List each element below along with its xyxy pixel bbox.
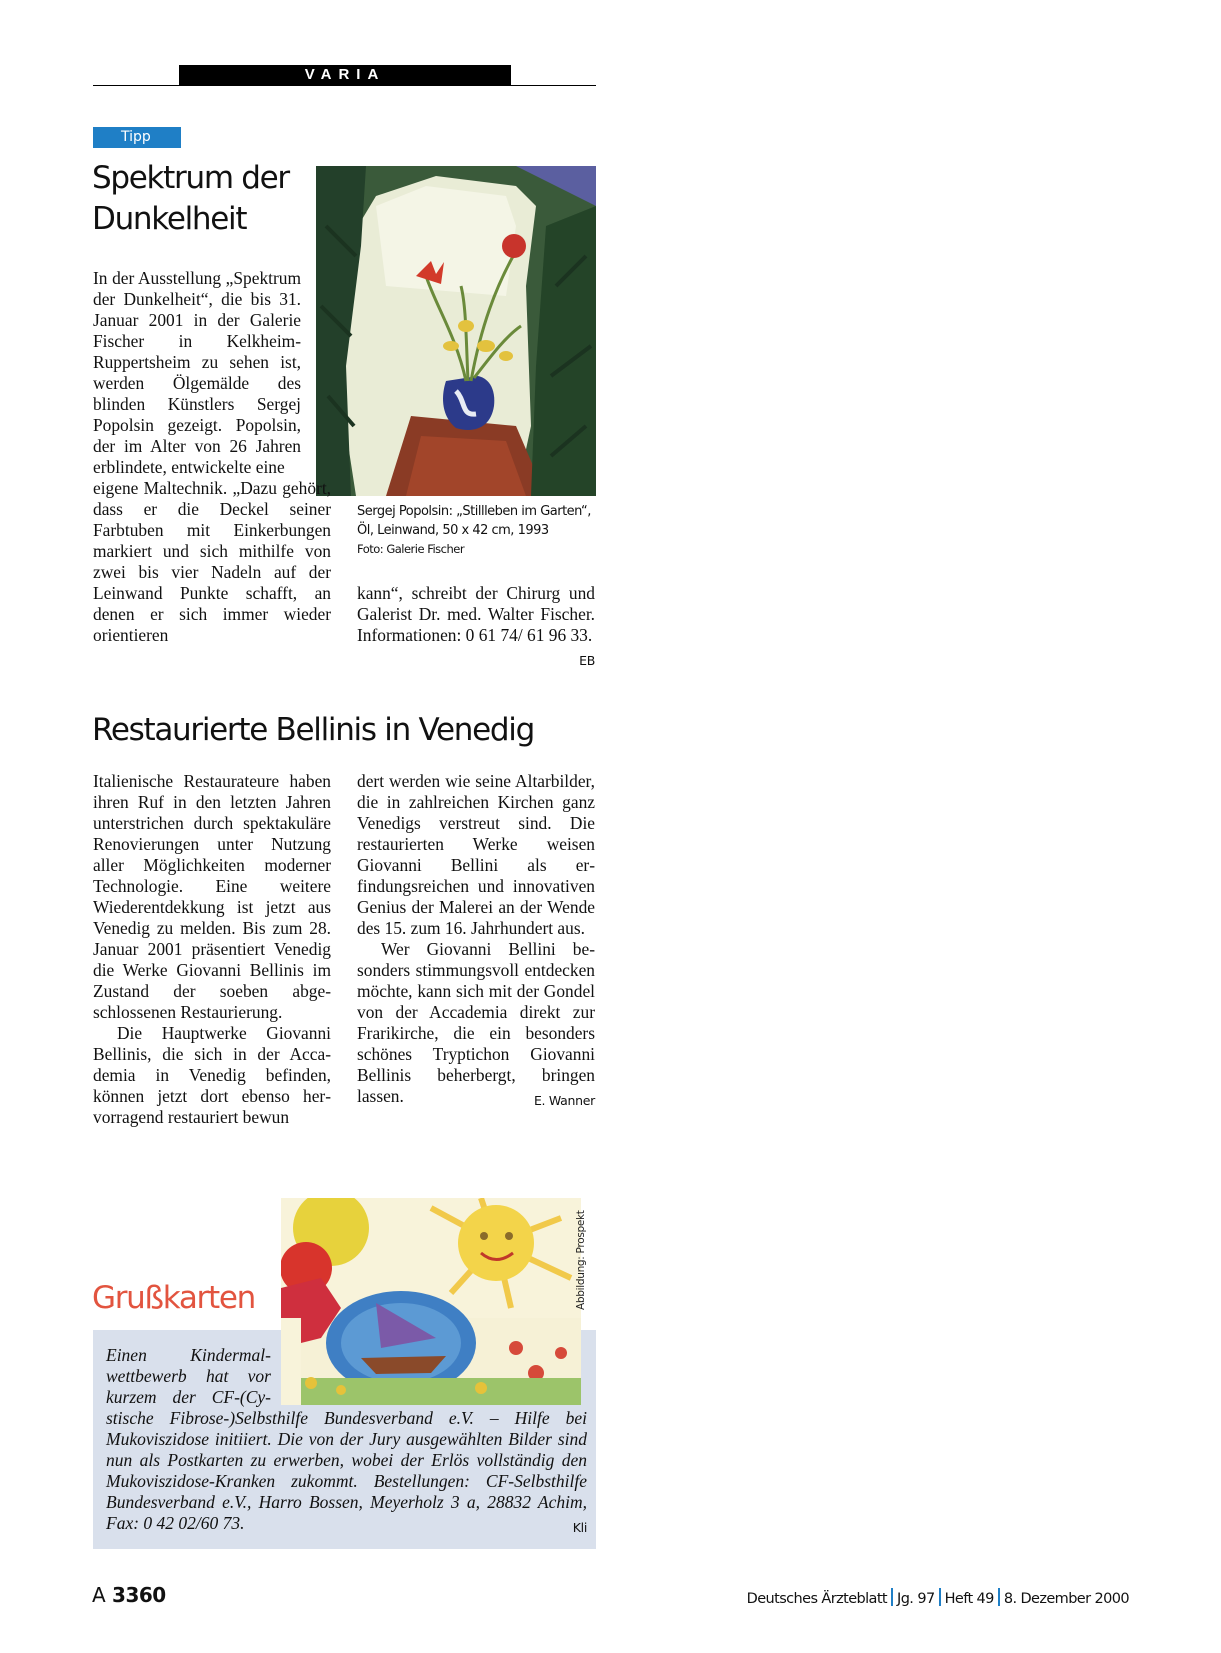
painting-still-life [316, 166, 596, 496]
article3-signature: Kli [572, 1520, 587, 1535]
article2-column-2 [357, 771, 595, 1111]
footer-separator [891, 1588, 893, 1606]
caption-text: Sergej Popolsin: „Stillleben im Garten“, Öl, Leinwand, 50 x 42 cm, 1993 [357, 504, 591, 538]
article1-text-top: In der Ausstellung „Spektrum der Dunkelheit“, die bis 31. Januar 2001 in der Galerie Fischer in Kelkheim-Ruppertsheim zu sehen ist, werden Ölgemälde des blinden Künstlers Sergej Popolsin gezeigt. Popolsin, der im Alter von 26 Jahren erblindete, entwickelte eine [93, 268, 301, 477]
painting-caption [357, 502, 597, 559]
page-number [92, 1583, 166, 1607]
journal-date: 8. Dezember 2000 [1003, 1591, 1129, 1607]
journal-name: Deutsches Ärzteblatt [746, 1591, 888, 1607]
article1-signature: EB [579, 653, 595, 668]
article2-signature: E. Wanner [533, 1093, 595, 1108]
article2-paragraph-2: Die Hauptwerke Giovanni Bellinis, die sich in der Accademia in Venedig befinden, können jetzt dort ebenso hervorragend restauriert bewun [93, 1023, 331, 1127]
article3-title: Grußkarten [92, 1280, 255, 1316]
page-number-value: 3360 [112, 1583, 166, 1607]
article2-paragraph-1: Italienische Restaurateure haben ihren Ruf in den letzten Jahren unterstrichen durch spektakuläre Renovierungen unter Nutzung aller Möglichkeiten moderner Technologie. Eine weitere Wiederentdekkung ist jetzt aus Venedig zu melden. Bis zum 28. Januar 2001 präsentiert Venedig die Werke Giovanni Bellinis im Zustand der soeben abgeschlossenen Restaurierung. [93, 771, 331, 1022]
page-prefix: A [92, 1583, 106, 1607]
article1-text-bottom: eigene Maltechnik. „Dazu gehört, dass er die Deckel seiner Farbtuben mit Einkerbungen markiert und sich mithilfe von zwei bis vier Nadeln auf der Leinwand Punkte schafft, an denen er sich immer wieder orientieren [93, 478, 331, 645]
footer-separator [998, 1588, 1000, 1606]
article2-column-1 [93, 771, 331, 1128]
header-rule [93, 85, 596, 86]
journal-volume: Jg. 97 [897, 1591, 935, 1607]
image-wrap-spacer [271, 1345, 587, 1408]
photo-credit: Foto: Galerie Fischer [357, 542, 465, 556]
article3-text: Einen Kindermalwettbewerb hat vor kurzem der CF-(Cystische Fibrose-)Selbsthilfe Bundesverband e.V. – Hilfe bei Mukoviszidose initiiert. Die von der Jury ausgewählten Bilder sind nun als Postkarten zu erwerben, wobei der Erlös vollständig den Mukoviszidose-Kranken zukommt. Bestellungen: CF-Selbsthilfe Bundesverband e.V., Harro Bossen, Meyerholz 3 a, 28832 Achim, Fax: 0 42 02/60 73. Kli [106, 1345, 587, 1538]
article2-paragraph-4: Wer Giovanni Bellini besonders stimmungsvoll entdecken möchte, kann sich mit der Gondel von der Accademia direkt zur Frarikirche, die ein besonders schönes Tryptichon Giovanni Bellinis beherbergt, bringen lassen. E. Wanner [357, 939, 595, 1107]
tipp-badge: Tipp [93, 127, 181, 148]
article1-title: Spektrum der Dunkelheit [92, 160, 289, 237]
footer-separator [939, 1588, 941, 1606]
article1-column-1 [93, 268, 331, 646]
article2-paragraph-3: dert werden wie seine Altarbilder, die in zahlreichen Kirchen ganz Venedigs verstreut sind. Die restaurierten Werke weisen Giovanni Bellini als erfindungsreichen und innovativen Genius der Malerei an der Wende des 15. zum 16. Jahrhundert aus. [357, 771, 595, 938]
journal-issue: Heft 49 [944, 1591, 994, 1607]
article2-title: Restaurierte Bellinis in Venedig [92, 712, 534, 748]
journal-footer [747, 1588, 1129, 1607]
article1-column-2 [357, 583, 595, 671]
image-credit: Abbildung: Prospekt [575, 1210, 587, 1310]
article1-text-end: kann“, schreibt der Chirurg und Galerist Dr. med. Walter Fischer. Informationen: 0 61 74/ 61 96 33. EB [357, 583, 595, 646]
section-header: VARIA [179, 65, 511, 85]
